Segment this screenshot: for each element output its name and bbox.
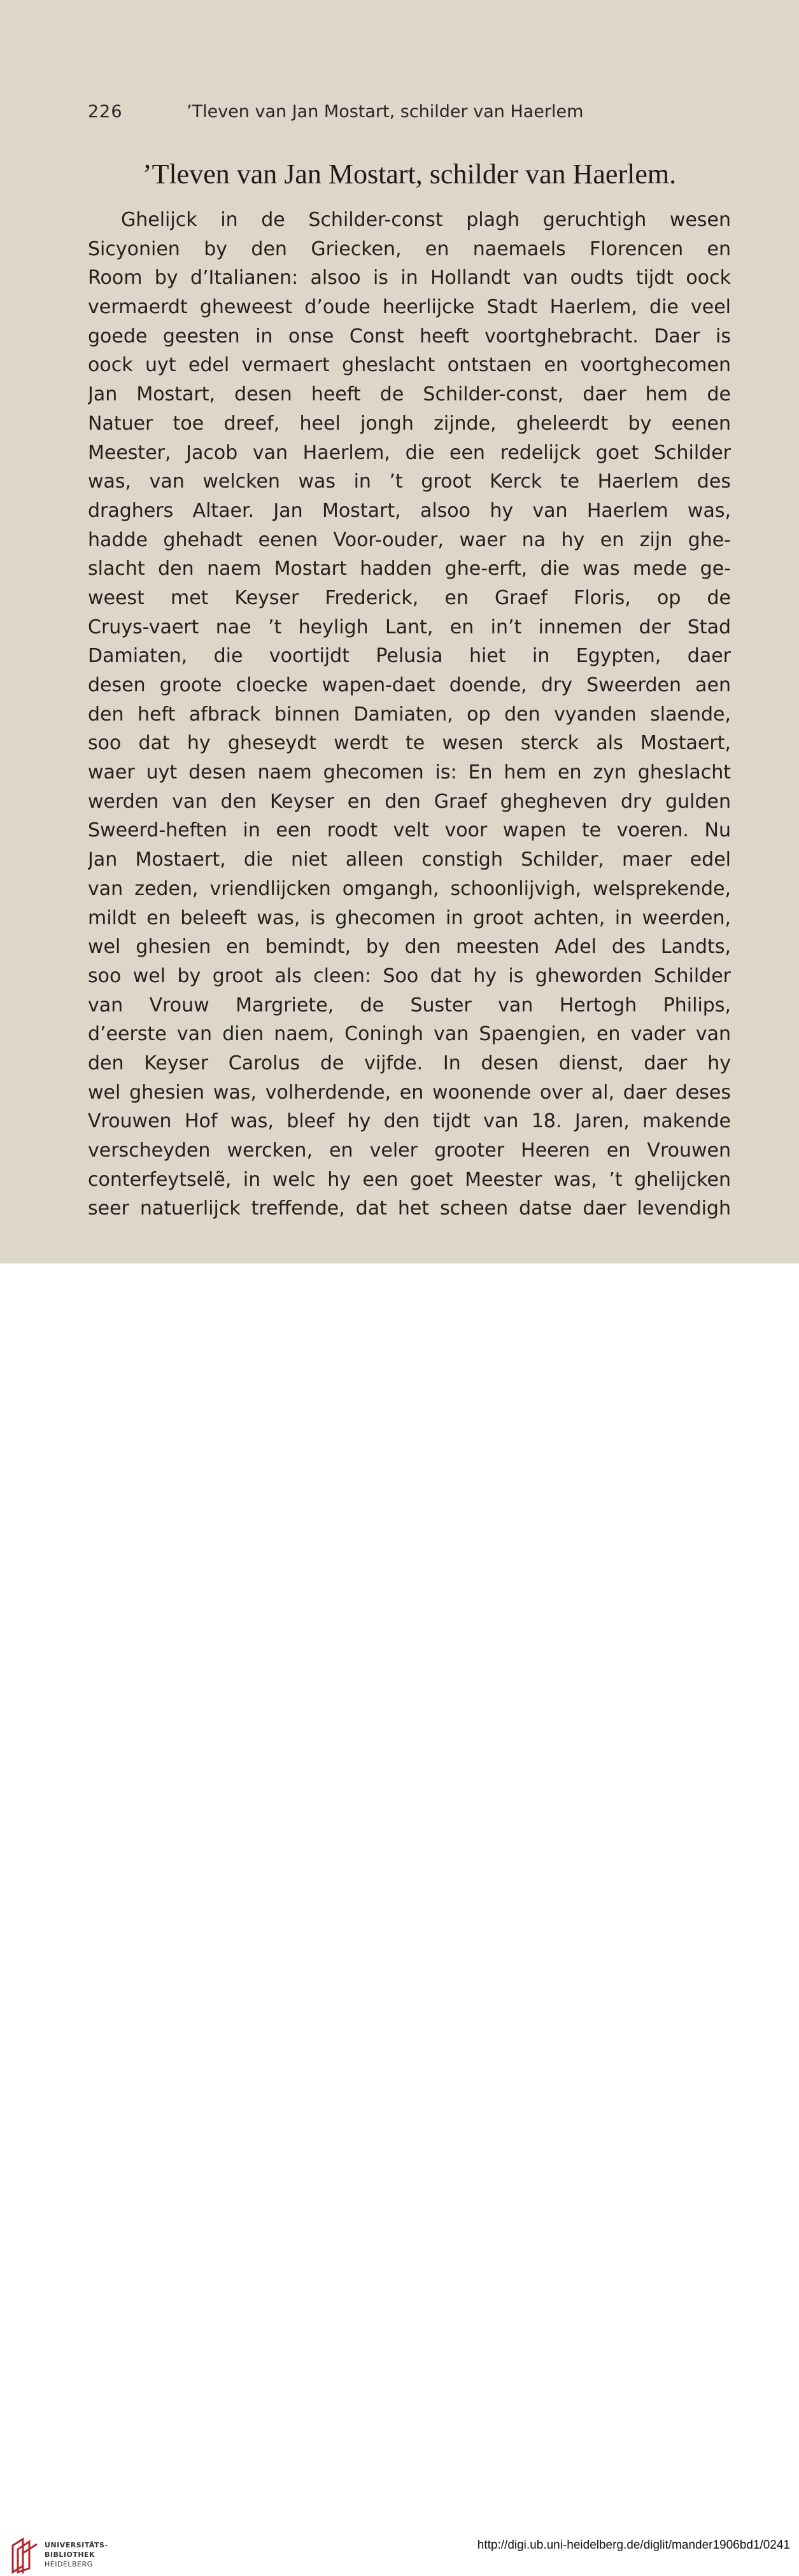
text-line: Meester, Jacob van Haerlem, die een redelijck goet Schilder bbox=[88, 441, 731, 464]
text-line: werden van den Keyser en den Graef ghegheven dry gulden bbox=[88, 790, 731, 813]
text-line: Cruys-vaert nae ’t heyligh Lant, en in’t innemen der Stad bbox=[88, 616, 731, 638]
text-line: den heft afbrack binnen Damiaten, op den vyanden slaende, bbox=[88, 703, 731, 726]
page-number: 226 bbox=[88, 102, 123, 122]
text-line: wel ghesien was, volherdende, en woonende over al, daer deses bbox=[88, 1081, 731, 1104]
text-line: den Keyser Carolus de vijfde. In desen dienst, daer hy bbox=[88, 1052, 731, 1074]
text-line: Jan Mostaert, die niet alleen constigh Schilder, maer edel bbox=[88, 848, 731, 871]
text-line: van Vrouw Margriete, de Suster van Hertogh Philips, bbox=[88, 994, 731, 1017]
library-line-2: BIBLIOTHEK bbox=[45, 2551, 95, 2559]
university-library-logo-icon bbox=[9, 2534, 42, 2576]
text-line: desen groote cloecke wapen-daet doende, dry Sweerden aen bbox=[88, 674, 731, 696]
text-line: Sweerd-heften in een roodt velt voor wapen te voeren. Nu bbox=[88, 819, 731, 842]
text-line: goede geesten in onse Const heeft voortghebracht. Daer is bbox=[88, 325, 731, 348]
text-line: Jan Mostart, desen heeft de Schilder-const, daer hem de bbox=[88, 383, 731, 406]
text-line: mildt en beleeft was, is ghecomen in groot achten, in weerden, bbox=[88, 906, 731, 929]
text-line: waer uyt desen naem ghecomen is: En hem en zyn gheslacht bbox=[88, 761, 731, 784]
text-line: Ghelijck in de Schilder-const plagh geruchtigh wesen bbox=[121, 209, 731, 231]
library-line-3: HEIDELBERG bbox=[45, 2560, 93, 2568]
text-line: oock uyt edel vermaert gheslacht ontstaen en voortghecomen bbox=[88, 354, 731, 377]
text-line: soo wel by groot als cleen: Soo dat hy is gheworden Schilder bbox=[88, 964, 731, 987]
footer-bar bbox=[0, 1263, 799, 2568]
library-line-1: UNIVERSITÄTS- bbox=[45, 2541, 108, 2549]
text-line: conterfeytselẽ, in welc hy een goet Meester was, ’t ghelijcken bbox=[88, 1168, 731, 1191]
text-line: was, van welcken was in ’t groot Kerck te Haerlem des bbox=[88, 470, 731, 493]
text-line: Damiaten, die voortijdt Pelusia hiet in Egypten, daer bbox=[88, 645, 731, 668]
scanned-page bbox=[0, 0, 799, 1263]
text-line: verscheyden wercken, en veler grooter Heeren en Vrouwen bbox=[88, 1139, 731, 1162]
text-line: seer natuerlijck treffende, dat het scheen datse daer levendigh bbox=[88, 1197, 731, 1220]
text-line: Vrouwen Hof was, bleef hy den tijdt van 18. Jaren, makende bbox=[88, 1110, 731, 1133]
text-line: vermaerdt gheweest d’oude heerlijcke Stadt Haerlem, die veel bbox=[88, 296, 731, 319]
text-line: wel ghesien en bemindt, by den meesten Adel des Landts, bbox=[88, 936, 731, 959]
running-head bbox=[88, 102, 725, 122]
running-head-title: ’Tleven van Jan Mostart, schilder van Haerlem bbox=[187, 102, 584, 122]
body-text bbox=[88, 206, 731, 1223]
source-url-link[interactable]: http://digi.ub.uni-heidelberg.de/diglit/mander1906bd1/0241 bbox=[477, 2538, 790, 2552]
text-line: slacht den naem Mostart hadden ghe-erft, die was mede ge- bbox=[88, 558, 731, 581]
text-line: Sicyonien by den Griecken, en naemaels Florencen en bbox=[88, 237, 731, 260]
text-line: d’eerste van dien naem, Coningh van Spaengien, en vader van bbox=[88, 1023, 731, 1046]
text-line: soo dat hy gheseydt werdt te wesen sterck als Mostaert, bbox=[88, 732, 731, 755]
text-line: weest met Keyser Frederick, en Graef Floris, op de bbox=[88, 586, 731, 609]
library-name bbox=[45, 2540, 108, 2569]
text-line: Natuer toe dreef, heel jongh zijnde, gheleerdt by eenen bbox=[88, 412, 731, 435]
text-line: van zeden, vriendlijcken omgangh, schoonlijvigh, welsprekende, bbox=[88, 877, 731, 900]
text-line: hadde ghehadt eenen Voor-ouder, waer na hy en zijn ghe- bbox=[88, 528, 731, 551]
chapter-title: ’Tleven van Jan Mostart, schilder van Haerlem. bbox=[142, 158, 677, 190]
text-line: draghers Altaer. Jan Mostart, alsoo hy van Haerlem was, bbox=[88, 499, 731, 522]
text-line: Room by d’Italianen: alsoo is in Hollandt van oudts tijdt oock bbox=[88, 267, 731, 290]
